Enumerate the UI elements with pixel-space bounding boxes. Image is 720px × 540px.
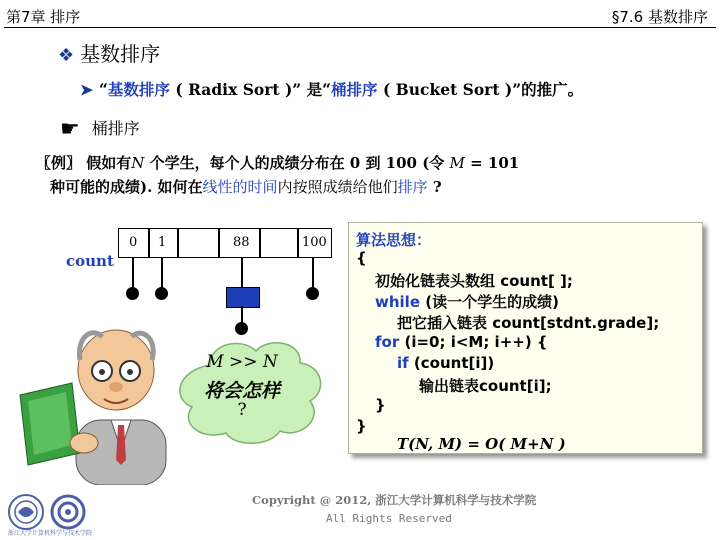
code-line: 把它插入链表 count[stdnt.grade]; <box>397 314 660 332</box>
code-for-header: (i=0; i<M; i++) { <box>404 333 548 351</box>
count-array <box>118 228 332 258</box>
radix-intro-line <box>80 78 583 100</box>
list-node <box>226 287 260 308</box>
code-line: { <box>356 249 367 267</box>
header-divider <box>4 27 716 28</box>
code-line <box>375 291 559 312</box>
example-line2a: 种可能的成绩). 如何在 <box>50 178 203 196</box>
algorithm-title: 算法思想： <box>356 231 432 249</box>
pointing-hand-icon: ☛ <box>60 117 80 142</box>
section-label: §7.6 基数排序 <box>611 8 708 26</box>
code-line <box>397 354 494 372</box>
index-label: 100 <box>302 235 327 250</box>
keyword-for: for <box>375 333 400 351</box>
cell-divider <box>218 229 220 257</box>
var-m: M <box>449 154 465 172</box>
null-pointer-dot <box>155 287 168 300</box>
pointer-line <box>132 258 134 288</box>
term-linear-time: 线性的时间 <box>202 178 278 196</box>
count-label: count <box>66 252 114 270</box>
bucket-sort-heading-text: 桶排序 <box>91 119 140 138</box>
professor-cartoon-icon <box>6 325 176 485</box>
cell-divider <box>297 229 299 257</box>
code-line: } <box>375 396 386 414</box>
cloud-text-question: ? <box>237 400 247 420</box>
null-pointer-dot <box>306 287 319 300</box>
pointer-line <box>241 258 243 288</box>
example-line2c: 内按照成绩给他们 <box>277 178 398 196</box>
copyright-text: Copyright @ 2012, 浙江大学计算机科学与技术学院 <box>252 493 537 507</box>
radix-part: ( Radix Sort )” 是“ <box>169 80 332 99</box>
keyword-while: while <box>375 293 420 311</box>
example-mid2: = 101 <box>464 154 520 172</box>
logo-caption: 浙江大学计算机科学与技术学院 <box>8 530 93 537</box>
example-lead: 〖例〗 假如有 <box>36 154 132 172</box>
term-sort: 排序 <box>397 178 428 196</box>
example-paragraph <box>36 151 716 199</box>
rights-text: All Rights Reserved <box>326 512 452 525</box>
index-label: 1 <box>158 235 167 250</box>
index-label: 88 <box>233 235 250 250</box>
cell-divider <box>148 229 150 257</box>
term-radix-sort: 基数排序 <box>107 80 170 99</box>
cell-divider <box>177 229 179 257</box>
code-line <box>375 333 548 351</box>
cloud-text-m-gg-n: M >> N <box>206 352 278 372</box>
complexity-formula: T(N, M) = O( M+N ) <box>397 435 566 453</box>
code-line: 输出链表count[i]; <box>419 377 552 395</box>
code-if-cond: (count[i]) <box>413 354 495 372</box>
code-line: 初始化链表头数组 count[ ]; <box>375 272 573 290</box>
arrow-bullet-icon: ➤ <box>80 80 93 99</box>
cloud-text-what-happens: 将会怎样 <box>203 380 280 402</box>
diamond-bullet-icon: ❖ <box>58 45 75 66</box>
code-line: } <box>356 417 367 435</box>
term-bucket-sort: 桶排序 <box>331 80 378 99</box>
var-n: N <box>131 154 145 172</box>
cell-divider <box>259 229 261 257</box>
quote-open: “ <box>99 80 108 99</box>
chapter-label: 第7章 排序 <box>6 8 81 26</box>
bucket-part: ( Bucket Sort )”的推广。 <box>377 80 584 99</box>
pointer-line <box>161 258 163 288</box>
slide-title-text: 基数排序 <box>80 42 161 66</box>
index-label: 0 <box>129 235 138 250</box>
null-pointer-dot <box>126 287 139 300</box>
algorithm-box <box>348 222 703 454</box>
pointer-line <box>312 258 314 288</box>
keyword-if: if <box>397 354 409 372</box>
slide-title <box>58 38 160 67</box>
null-pointer-dot <box>235 322 248 335</box>
example-mid1: 个学生，每个人的成绩分布在 0 到 100 (令 <box>144 154 450 172</box>
bucket-sort-heading <box>60 116 140 142</box>
code-while-body: (读一个学生的成绩) <box>425 293 559 311</box>
example-line2e: ? <box>427 178 442 196</box>
